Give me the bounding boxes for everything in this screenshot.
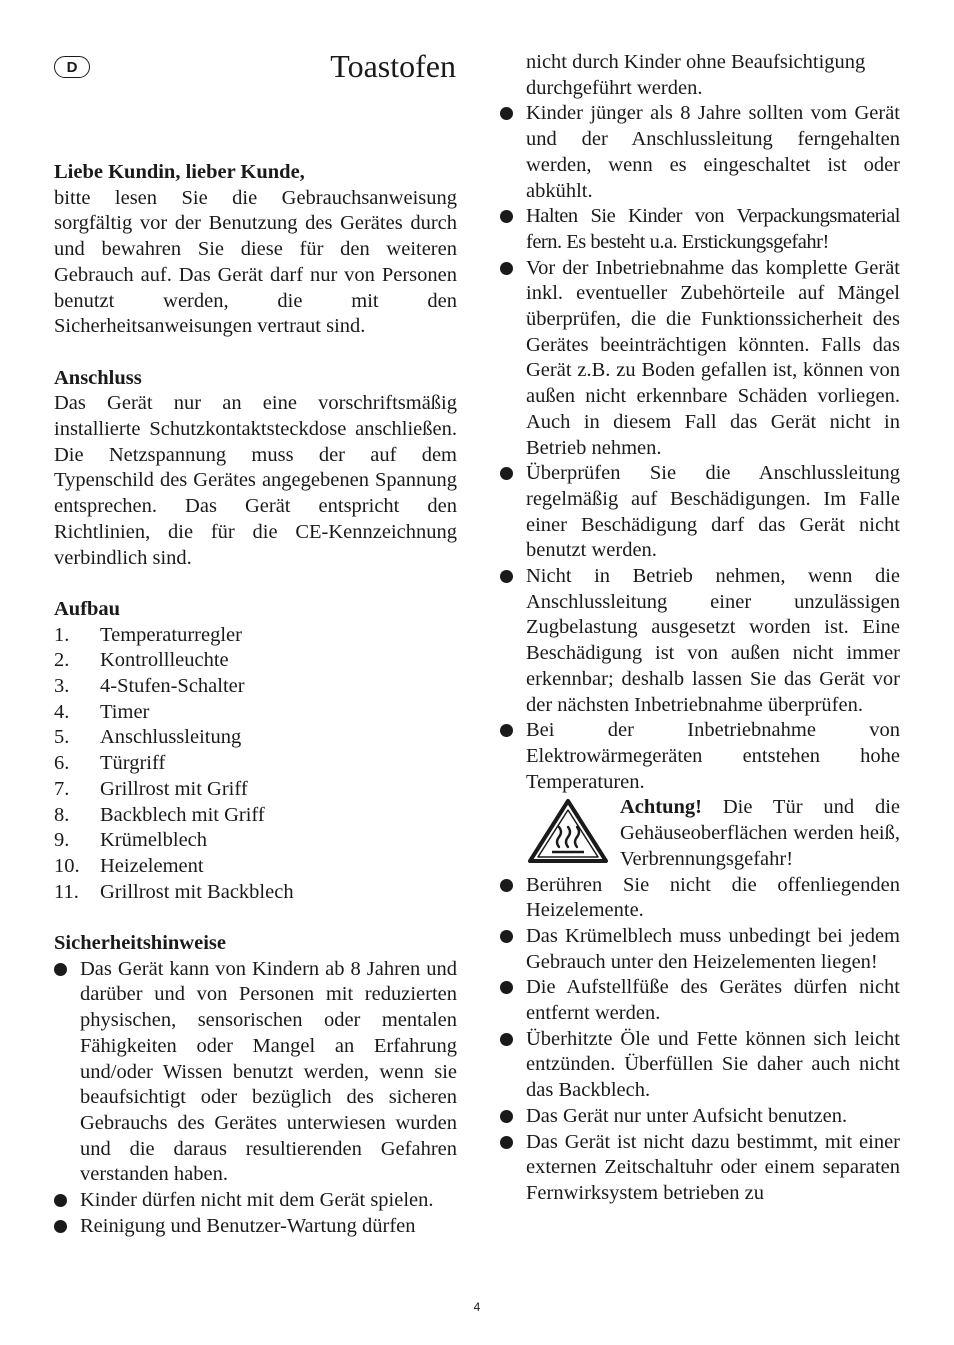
list-item: 10. Heizelement xyxy=(54,854,204,877)
bullet-icon xyxy=(500,981,513,994)
bullet-icon xyxy=(500,570,513,583)
list-item: Die Aufstellfüße des Gerätes dürfen nicht entfernt werden. xyxy=(500,975,900,1026)
bullet-icon xyxy=(500,107,513,120)
connection-text: Das Gerät nur an eine vorschriftsmäßig installierte Schutzkontaktsteckdose anschließen. Die Netzspannung muss der auf dem Typenschild des Gerätes angegebenen Spannung entsprechen. Das Gerät entspricht den Richtlinien, die für die CE-Kennzeichnung verbindlich sind. xyxy=(54,392,457,569)
safety-list-left xyxy=(54,957,457,1240)
warning-text: Achtung! Die Tür und die Gehäuseoberflächen werden heiß, Verbrennungsgefahr! xyxy=(620,796,900,870)
hot-surface-warning-icon xyxy=(526,797,610,865)
safety-heading: Sicherheitshinweise xyxy=(54,932,226,955)
list-item: 2. Kontrollleuchte xyxy=(54,649,229,672)
bullet-icon xyxy=(500,724,513,737)
parts-list xyxy=(54,623,457,906)
bullet-icon xyxy=(500,467,513,480)
page-title: Toastofen xyxy=(330,48,456,84)
list-item: Kinder dürfen nicht mit dem Gerät spielen. xyxy=(54,1188,457,1214)
list-item: 3. 4-Stufen-Schalter xyxy=(54,675,245,698)
list-item: Überhitzte Öle und Fette können sich leicht entzünden. Überfüllen Sie daher auch nicht das Backblech. xyxy=(500,1027,900,1104)
intro-text: bitte lesen Sie die Gebrauchsanweisung sorgfältig vor der Benutzung des Gerätes durch und bewahren Sie diese für den weiteren Gebrauch auf. Das Gerät darf nur von Personen benutzt werden, die mit den Sicherheitsanweisungen vertraut sind. xyxy=(54,186,457,338)
list-item: Kinder jünger als 8 Jahre sollten vom Gerät und der Anschlussleitung ferngehalten werden, wenn es eingeschaltet ist oder abkühlt. xyxy=(500,101,900,204)
language-badge: D xyxy=(54,56,90,78)
list-item: Das Gerät kann von Kindern ab 8 Jahren und darüber und von Personen mit reduzierten physischen, sensorischen oder mentalen Fähigkeiten oder Mangel an Erfahrung und/oder Wissen benutzt werden, wenn sie beaufsichtigt oder bezüglich des sicheren Gebrauchs des Gerätes unterwiesen wurden und die daraus resultierenden Gefahren verstanden haben. xyxy=(54,957,457,1188)
list-item-continuation: nicht durch Kinder ohne Beaufsichtigung durchgeführt werden. xyxy=(526,51,866,99)
list-item: Das Gerät nur unter Aufsicht benutzen. xyxy=(500,1104,900,1130)
list-item: Vor der Inbetriebnahme das komplette Gerät inkl. eventueller Zubehörteile auf Mängel überprüfen, die die Funktionssicherheit des Gerätes beeinträchtigen könnten. Falls das Gerät z.B. zu Boden gefallen ist, können von außen nicht erkennbare Schäden vorliegen. Auch in diesem Fall das Gerät nicht in Betrieb nehmen. xyxy=(500,256,900,462)
list-item: Berühren Sie nicht die offenliegenden Heizelemente. xyxy=(500,873,900,924)
bullet-icon xyxy=(500,1110,513,1123)
bullet-icon xyxy=(54,1220,67,1233)
list-item: Überprüfen Sie die Anschlussleitung regelmäßig auf Beschädigungen. Im Falle einer Beschädigung darf das Gerät nicht benutzt werden. xyxy=(500,461,900,564)
list-item: 6. Türgriff xyxy=(54,752,166,775)
list-item: Halten Sie Kinder von Verpackungsmaterial fern. Es besteht u.a. Erstickungsgefahr! xyxy=(500,204,900,255)
bullet-icon xyxy=(500,879,513,892)
hot-surface-warning xyxy=(500,795,900,872)
list-item: Bei der Inbetriebnahme von Elektrowärmegeräten entstehen hohe Temperaturen. xyxy=(500,718,900,795)
bullet-icon xyxy=(500,210,513,223)
list-item: Reinigung und Benutzer-Wartung dürfen xyxy=(54,1214,457,1240)
bullet-icon xyxy=(500,930,513,943)
list-item: 1. Temperaturregler xyxy=(54,623,242,646)
list-item: 8. Backblech mit Griff xyxy=(54,803,265,826)
list-item: Das Gerät ist nicht dazu bestimmt, mit einer externen Zeitschaltuhr oder einem separaten Fernwirksystem betrieben zu xyxy=(500,1130,900,1207)
connection-heading: Anschluss xyxy=(54,366,142,389)
safety-list-right-b xyxy=(500,873,900,1207)
safety-list-right xyxy=(500,50,900,795)
list-item: Das Krümelblech muss unbedingt bei jedem Gebrauch unter den Heizelementen liegen! xyxy=(500,924,900,975)
left-column xyxy=(54,160,457,1239)
bullet-icon xyxy=(500,262,513,275)
list-item: 5. Anschlussleitung xyxy=(54,726,242,749)
bullet-icon xyxy=(54,963,67,976)
right-column xyxy=(500,50,900,1207)
warning-label: Achtung! xyxy=(620,796,703,819)
page-number: 4 xyxy=(473,1300,481,1314)
bullet-icon xyxy=(500,1033,513,1046)
bullet-icon xyxy=(500,1136,513,1149)
list-item: 4. Timer xyxy=(54,700,150,723)
bullet-icon xyxy=(54,1194,67,1207)
list-item: Nicht in Betrieb nehmen, wenn die Anschlussleitung einer unzulässigen Zugbelastung ausgesetzt worden ist. Eine Beschädigung ist von außen nicht immer erkennbar; deshalb lassen Sie das Gerät vor der nächsten Inbetriebnahme überprüfen. xyxy=(500,564,900,718)
list-item: 9. Krümelblech xyxy=(54,829,208,852)
parts-heading: Aufbau xyxy=(54,597,121,620)
greeting: Liebe Kundin, lieber Kunde, xyxy=(54,161,305,183)
list-item: 11. Grillrost mit Backblech xyxy=(54,880,294,903)
list-item: 7. Grillrost mit Griff xyxy=(54,777,248,800)
